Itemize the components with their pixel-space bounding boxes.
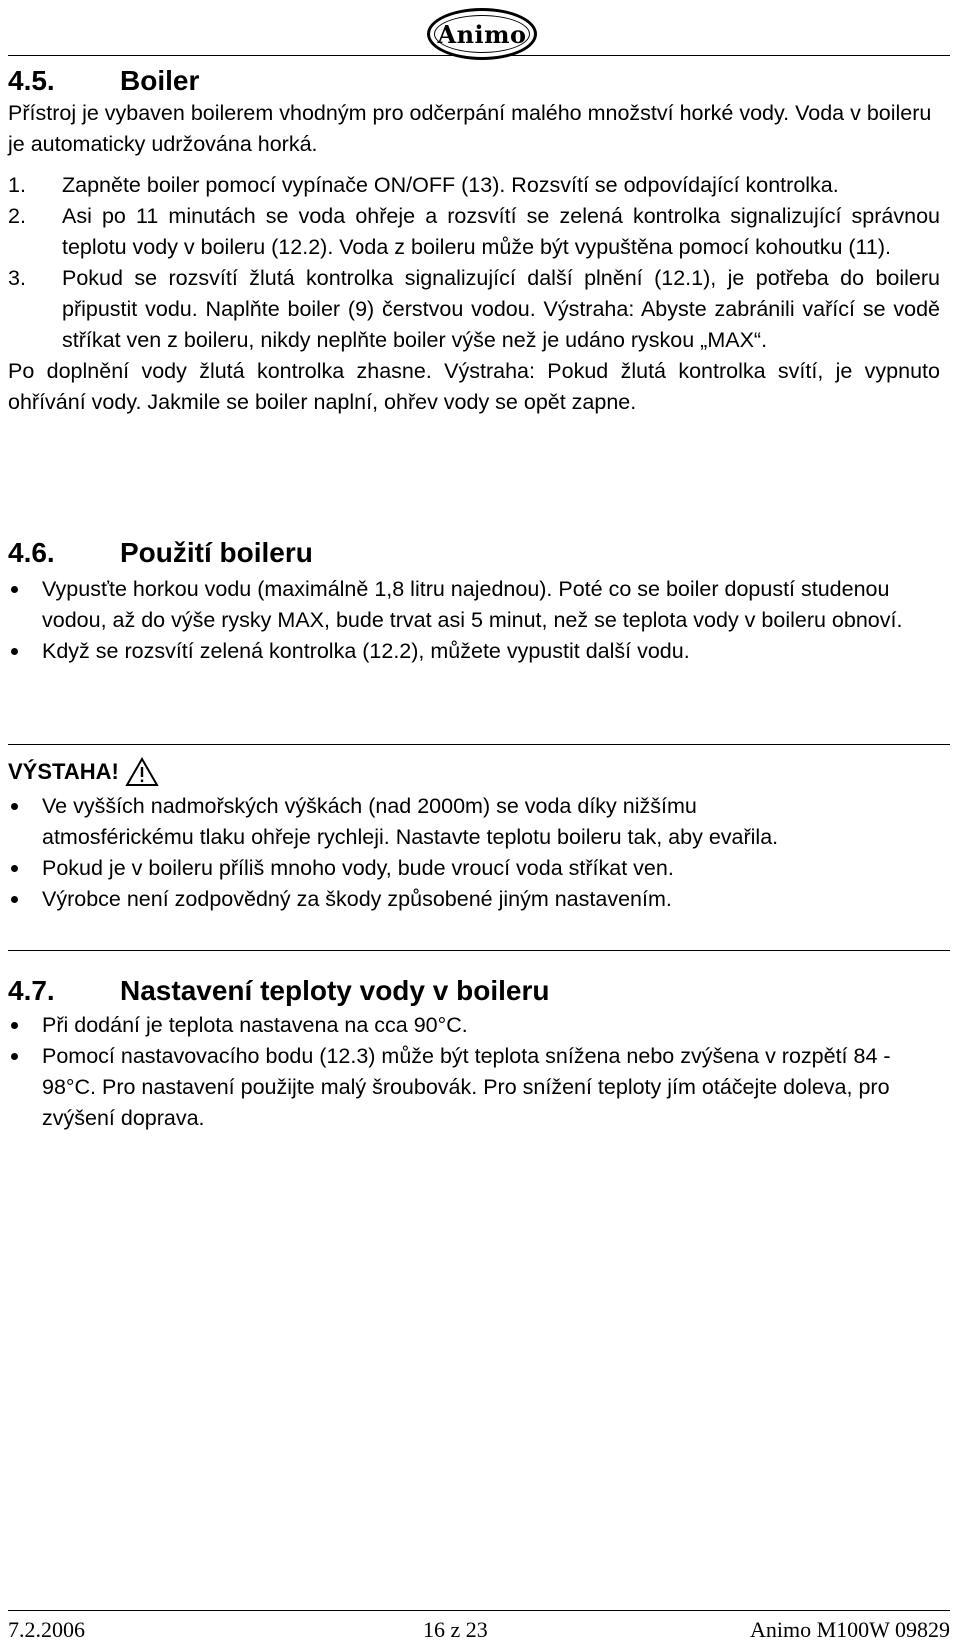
section-number: 4.7. (8, 975, 55, 1006)
usage-list (8, 574, 940, 667)
bullet (8, 884, 42, 915)
list-item: Při dodání je teplota nastavena na cca 90°C. (8, 1010, 940, 1041)
bullet (8, 791, 42, 853)
bullet (8, 853, 42, 884)
boiler-steps (8, 170, 940, 356)
divider (8, 744, 950, 745)
list-item: Když se rozsvítí zelená kontrolka (12.2), můžete vypustit další vodu. (8, 636, 940, 667)
warning-title: VÝSTAHA! (8, 756, 940, 787)
footer-rule (8, 1610, 950, 1611)
boiler-intro: Přístroj je vybaven boilerem vhodným pro odčerpání malého množství horké vody. Voda v boileru je automaticky udržována horká. (8, 101, 932, 156)
divider (8, 950, 950, 951)
bullet (8, 636, 42, 667)
section-warning (8, 756, 940, 915)
section-title-usage (8, 536, 940, 570)
footer-model: Animo M100W 09829 (749, 1617, 950, 1642)
section-boiler (8, 64, 940, 418)
section-title-temperature (8, 974, 940, 1008)
section-title-boiler (8, 64, 940, 98)
section-number: 4.6. (8, 537, 55, 568)
list-item: 1. Zapněte boiler pomocí vypínače ON/OFF (13). Rozsvítí se odpovídající kontrolka. (8, 173, 839, 197)
section-heading: Použití boileru (120, 537, 313, 568)
warning-list (8, 791, 940, 915)
list-item: Pomocí nastavovacího bodu (12.3) může být teplota snížena nebo zvýšena v rozpětí 84 - 98°C. Pro nastavení použijte malý šroubovák. Pro snížení teploty jím otáčejte doleva, pro zvýšení doprava. (8, 1041, 940, 1134)
section-heading: Nastavení teploty vody v boileru (120, 975, 550, 1006)
list-item: Pokud je v boileru příliš mnoho vody, bude vroucí voda stříkat ven. (8, 853, 940, 884)
list-item: 2. Asi po 11 minutách se voda ohřeje a rozsvítí se zelená kontrolka signalizující správnou teplotu vody v boileru (12.2). Voda z boileru může být vypuštěna pomocí kohoutku (11). (8, 204, 940, 259)
section-heading: Boiler (120, 65, 200, 96)
section-number: 4.5. (8, 65, 55, 96)
bullet (8, 1041, 42, 1134)
temperature-list (8, 1010, 940, 1134)
footer-date: 7.2.2006 (8, 1617, 85, 1642)
list-item: 3. Pokud se rozsvítí žlutá kontrolka signalizující další plnění (12.1), je potřeba do boileru připustit vodu. Naplňte boiler (9) čerstvou vodou. Výstraha: Abyste zabránili vařící se vodě stříkat ven z boileru, nikdy neplňte boiler výše než je udáno ryskou „MAX“. (8, 266, 940, 352)
section-usage (8, 536, 940, 667)
footer-page-number: 16 z 23 (423, 1617, 488, 1642)
logo-text: Animo (437, 19, 527, 49)
list-item: Vypusťte horkou vodu (maximálně 1,8 litru najednou). Poté co se boiler dopustí studenou vodou, až do výše rysky MAX, bude trvat asi 5 minut, než se teplota vody v boileru obnoví. (8, 574, 940, 636)
list-item: Výrobce není zodpovědný za škody způsobené jiným nastavením. (8, 884, 940, 915)
section-temperature (8, 974, 940, 1134)
page-footer (8, 1610, 950, 1642)
bullet (8, 1010, 42, 1041)
list-item: Ve vyšších nadmořských výškách (nad 2000m) se voda díky nižšímu atmosférickému tlaku ohřeje rychleji. Nastavte teplotu boileru tak, aby evařila. (8, 791, 940, 853)
warning-triangle-icon (125, 757, 159, 787)
bullet (8, 574, 42, 636)
boiler-note: Po doplnění vody žlutá kontrolka zhasne. Výstraha: Pokud žlutá kontrolka svítí, je vypnuto ohřívání vody. Jakmile se boiler naplní, ohřev vody se opět zapne. (8, 359, 940, 414)
animo-logo (427, 8, 537, 60)
